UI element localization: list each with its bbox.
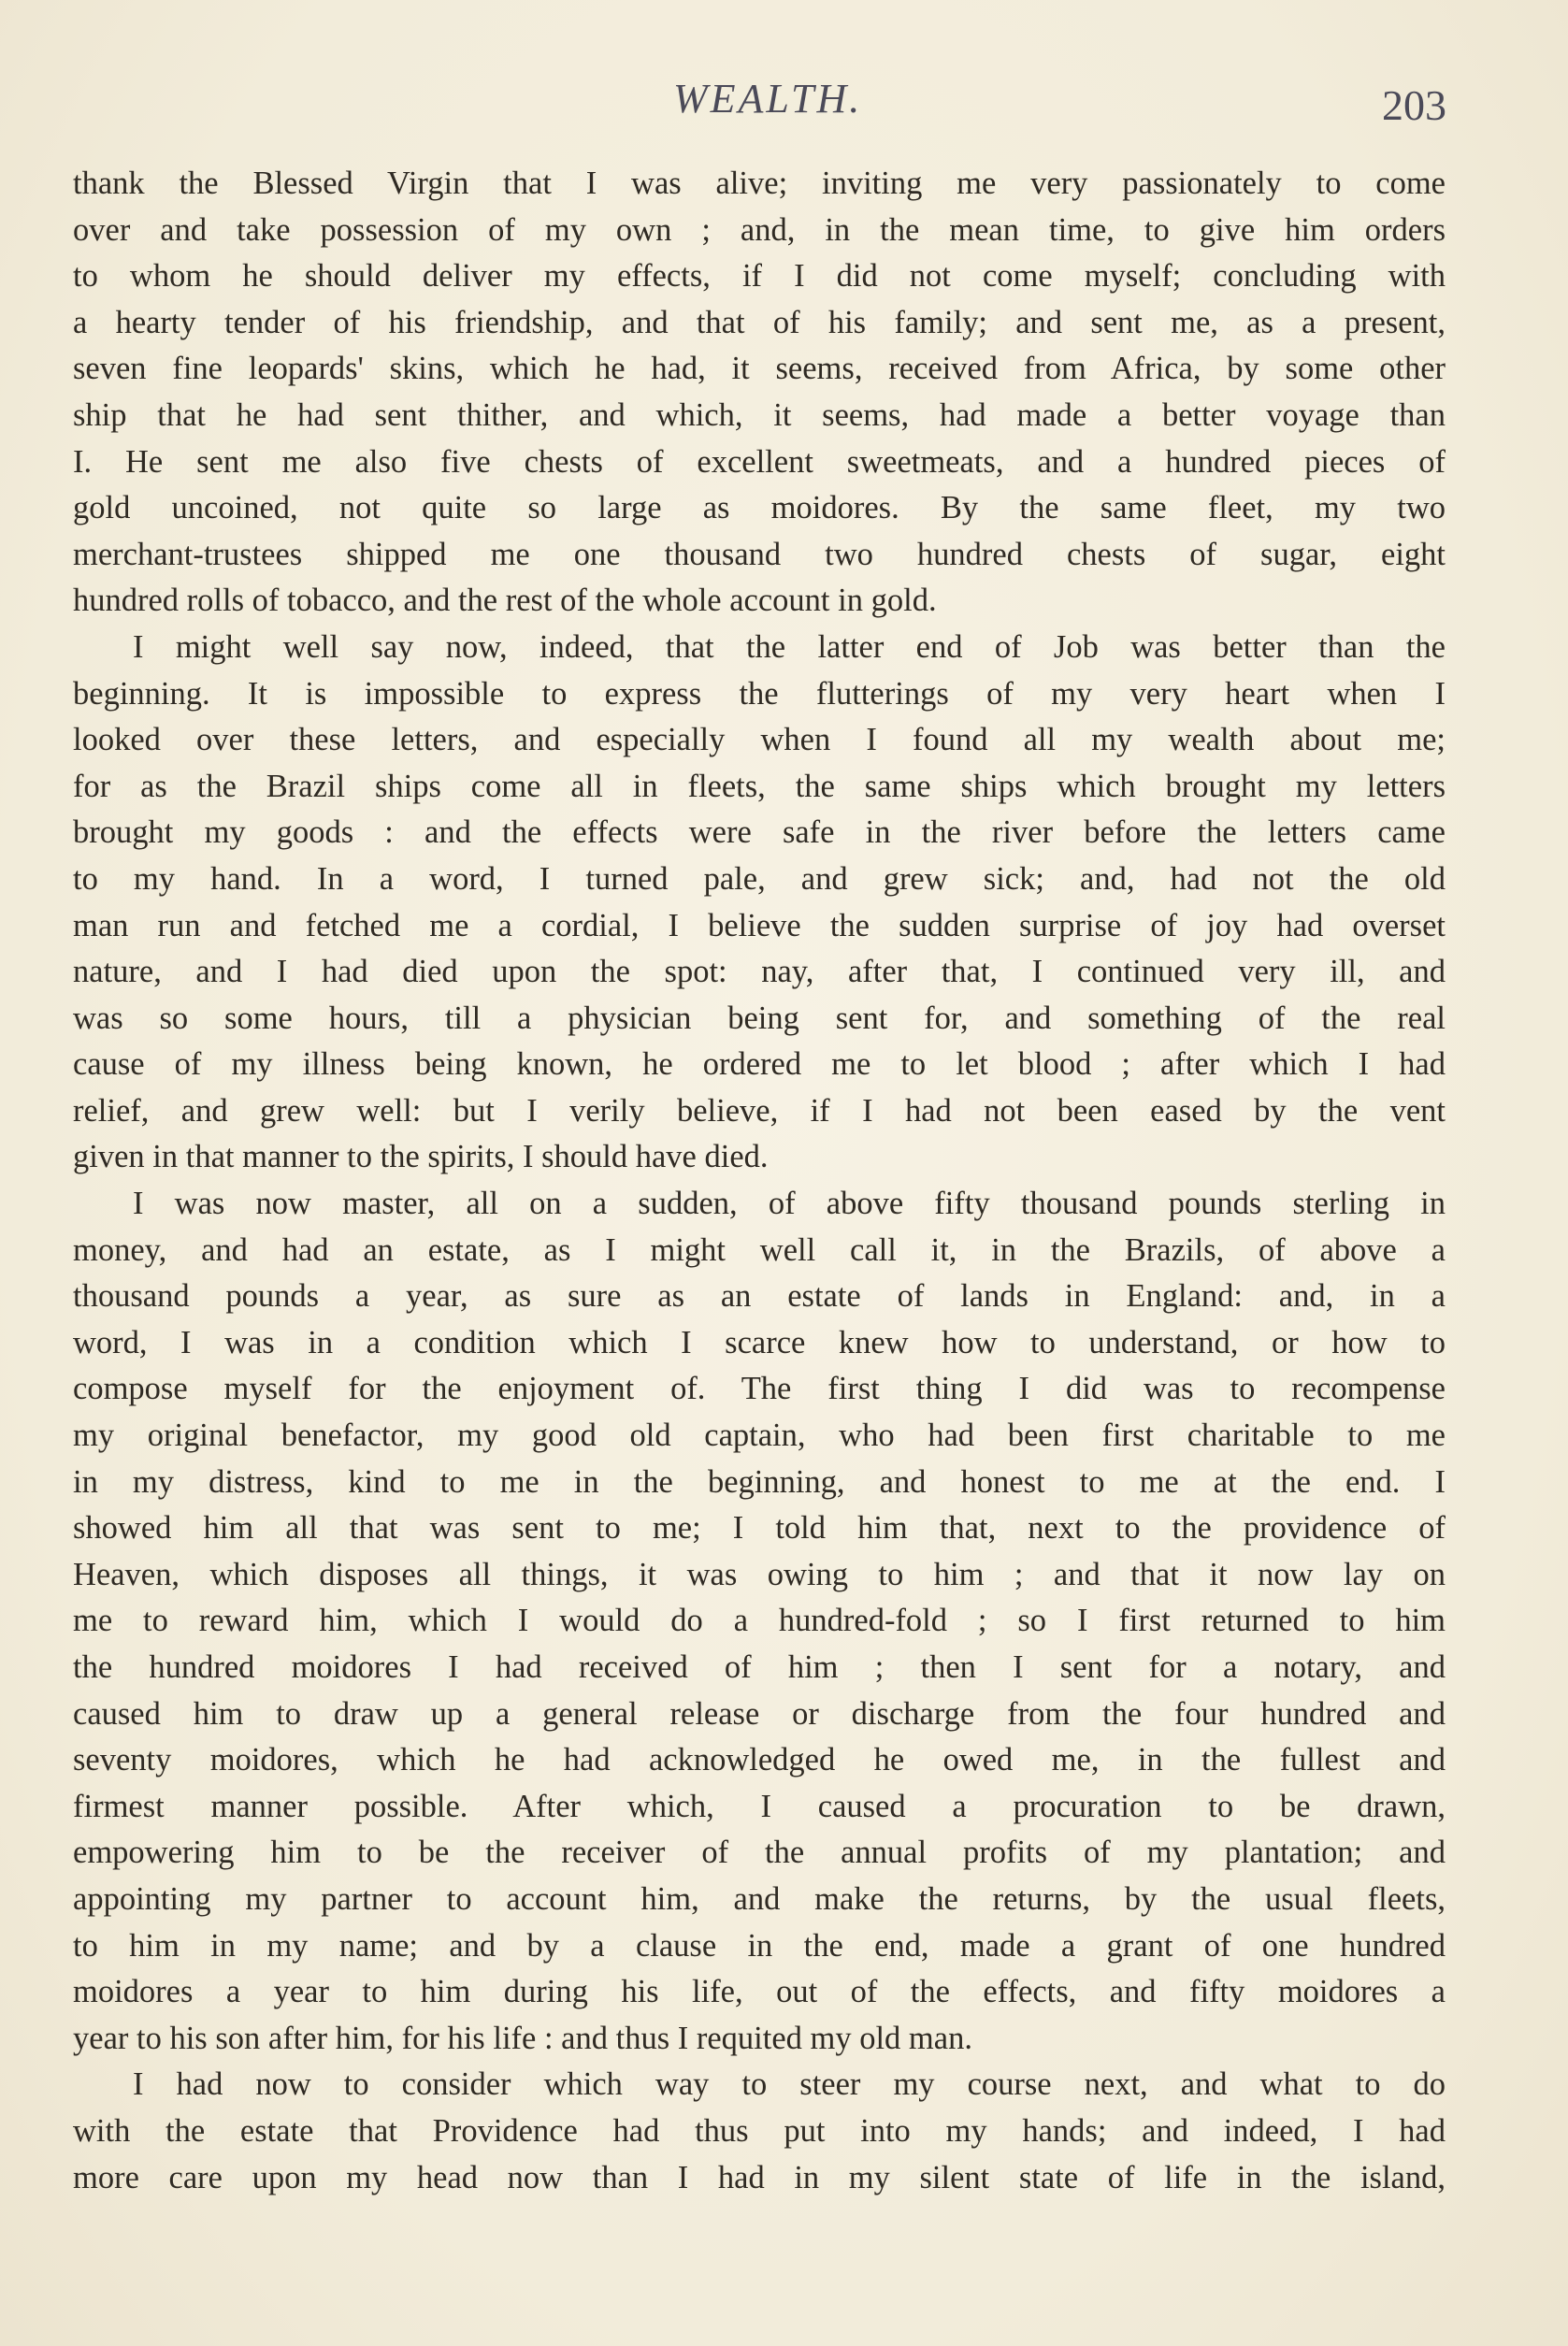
text-line: to him in my name; and by a clause in the end, made a grant of one hundred — [73, 1927, 1446, 1964]
text-line: hundred rolls of tobacco, and the rest of the whole account in gold. — [73, 583, 937, 619]
text-line: was so some hours, till a physician being sent for, and something of the real — [73, 1000, 1446, 1036]
text-line: in my distress, kind to me in the beginning, and honest to me at the end. I — [73, 1463, 1446, 1500]
text-line: I. He sent me also five chests of excellent sweetmeats, and a hundred pieces of — [73, 443, 1446, 480]
page-number: 203 — [1382, 81, 1446, 129]
text-line: Heaven, which disposes all things, it was owing to him ; and that it now lay on — [73, 1556, 1446, 1592]
text-line: I might well say now, indeed, that the latter end of Job was better than the — [133, 628, 1446, 665]
text-line: me to reward him, which I would do a hundred-fold ; so I first returned to him — [73, 1603, 1446, 1639]
text-line: compose myself for the enjoyment of. The first thing I did was to recompense — [73, 1371, 1446, 1407]
text-line: for as the Brazil ships come all in fleets, the same ships which brought my letters — [73, 768, 1446, 804]
text-line: thank the Blessed Virgin that I was alive; inviting me very passionately to come — [73, 166, 1446, 201]
text-line: brought my goods : and the effects were safe in the river before the letters came — [73, 814, 1446, 851]
text-line: beginning. It is impossible to express the flutterings of my very heart when I — [73, 675, 1446, 712]
text-line: showed him all that was sent to me; I told him that, next to the providence of — [73, 1510, 1446, 1547]
text-line: a hearty tender of his friendship, and that of his family; and sent me, as a present, — [73, 304, 1446, 340]
text-line: thousand pounds a year, as sure as an estate of lands in England: and, in a — [73, 1278, 1446, 1315]
text-line: to whom he should deliver my effects, if I did not come myself; concluding with — [73, 258, 1446, 295]
text-line: my original benefactor, my good old captain, who had been first charitable to me — [73, 1418, 1446, 1454]
text-line: nature, and I had died upon the spot: nay, after that, I continued very ill, and — [73, 954, 1446, 990]
text-line: cause of my illness being known, he ordered me to let blood ; after which I had — [73, 1046, 1446, 1083]
text-line: looked over these letters, and especially when I found all my wealth about me; — [73, 722, 1446, 758]
text-line: seventy moidores, which he had acknowledged he owed me, in the fullest and — [73, 1742, 1446, 1778]
text-line: relief, and grew well: but I verily believe, if I had not been eased by the vent — [73, 1092, 1446, 1129]
text-line: given in that manner to the spirits, I should have died. — [73, 1139, 769, 1175]
body-text — [73, 161, 1446, 2201]
text-line: ship that he had sent thither, and which, it seems, had made a better voyage than — [73, 396, 1446, 433]
text-line: empowering him to be the receiver of the annual profits of my plantation; and — [73, 1835, 1446, 1871]
text-line: appointing my partner to account him, and make the returns, by the usual fleets, — [73, 1880, 1446, 1917]
running-title: WEALTH. — [673, 76, 863, 122]
text-line: seven fine leopards' skins, which he had, it seems, received from Africa, by some other — [73, 351, 1446, 387]
text-line: money, and had an estate, as I might well call it, in the Brazils, of above a — [73, 1231, 1446, 1268]
text-line: I had now to consider which way to steer my course next, and what to do — [133, 2066, 1446, 2103]
running-head — [0, 75, 1568, 131]
text-line: more care upon my head now than I had in my silent state of life in the island, — [73, 2159, 1446, 2195]
text-line: with the estate that Providence had thus put into my hands; and indeed, I had — [73, 2112, 1446, 2149]
text-line: caused him to draw up a general release or discharge from the four hundred and — [73, 1695, 1446, 1732]
text-line: word, I was in a condition which I scarce knew how to understand, or how to — [73, 1324, 1446, 1360]
text-line: to my hand. In a word, I turned pale, and grew sick; and, had not the old — [73, 860, 1446, 897]
text-line: the hundred moidores I had received of him ; then I sent for a notary, and — [73, 1649, 1446, 1685]
text-line: year to his son after him, for his life : and thus I requited my old man. — [73, 2020, 972, 2056]
text-line: moidores a year to him during his life, out of the effects, and fifty moidores a — [73, 1974, 1446, 2010]
text-line: over and take possession of my own ; and, in the mean time, to give him orders — [73, 211, 1446, 248]
text-line: gold uncoined, not quite so large as moidores. By the same fleet, my two — [73, 490, 1446, 526]
text-line: firmest manner possible. After which, I caused a procuration to be drawn, — [73, 1788, 1446, 1824]
text-line: man run and fetched me a cordial, I believe the sudden surprise of joy had overset — [73, 907, 1446, 943]
text-line: I was now master, all on a sudden, of above fifty thousand pounds sterling in — [133, 1186, 1446, 1222]
text-line: merchant-trustees shipped me one thousand two hundred chests of sugar, eight — [73, 536, 1446, 572]
